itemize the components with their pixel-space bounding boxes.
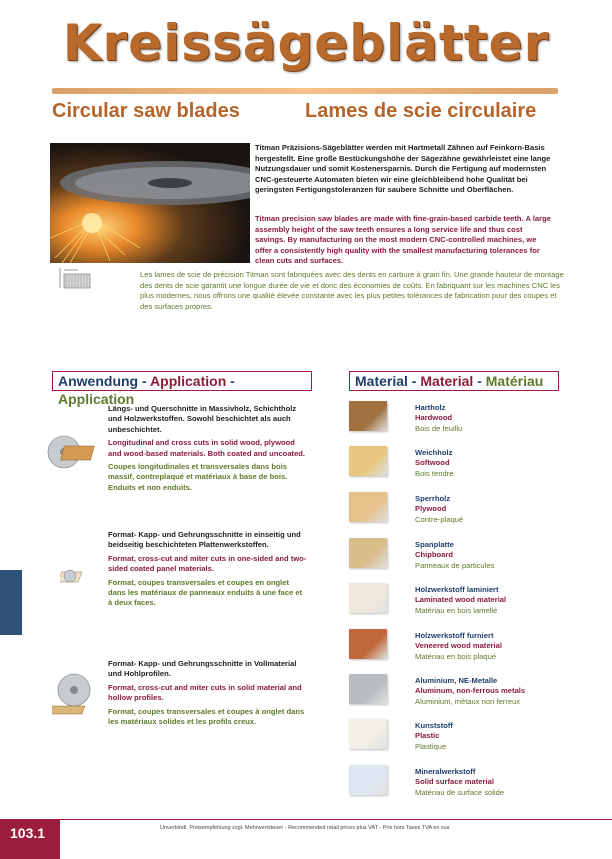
material-2-en: Softwood <box>415 458 450 468</box>
intro-german: Titman Präzisions-Sägeblätter werden mit Hartmetall Zähnen auf Feinkorn-Basis hergestellt. Eine große Bestückungshöhe der Sägezähne gewährleistet eine lange Nutzungsdauer und somit Kostenersparnis. Durch die Fertigung auf modernsten CNC-gesteuerte Automaten bieten wir eine gleichbleibend hohe Qualität bei geringsten Fertigungstoleranzen für saubere Schnitte und Oberflächen. <box>255 143 551 195</box>
intro-english: Titman precision saw blades are made with fine-grain-based carbide teeth. A large assembly height of the saw teeth ensures a long service life and thus cost savings. By manufacturing on the most modern CNC-controlled machines, we offer a consistently high quality with the smallest manufacturing tolerances for clean cuts and surfaces. <box>255 214 551 266</box>
material-heading-en: Material <box>420 373 474 389</box>
material-8-fr: Plastique <box>415 741 447 751</box>
material-solid-surface <box>415 767 504 798</box>
material-1-de: Hartholz <box>415 403 446 412</box>
material-6-fr: Matériau en bois plaqué <box>415 651 497 661</box>
material-4-de: Spanplatte <box>415 540 454 549</box>
material-3-en: Plywood <box>415 504 447 514</box>
material-8-de: Kunststoff <box>415 721 453 730</box>
panel-cut-icon <box>60 566 88 588</box>
material-swatch-solid-surface <box>349 765 387 795</box>
material-9-fr: Matériau de surface solide <box>415 787 505 797</box>
material-3-fr: Contre-plaqué <box>415 514 464 524</box>
material-5-de: Holzwerkstoff laminiert <box>415 585 499 594</box>
solid-wood-cut-icon <box>42 432 100 472</box>
side-tab-marker <box>0 570 22 635</box>
application-1-fr: Coupes longitudinales et transversales dans bois massif, contreplaqué et matériaux à base de bois. Enduits et non enduits. <box>108 462 288 492</box>
material-2-de: Weichholz <box>415 448 453 457</box>
material-swatch-hardwood <box>349 401 387 431</box>
application-2-en: Format, cross-cut and miter cuts in one-sided and two-sided coated panel materials. <box>108 553 307 574</box>
intro-french: Les lames de scie de précision Titman sont fabriquées avec des dents en carbure à grain fin. Une grande hauteur de montage des dents de scie garantit une longue durée de vie et donc des économies de coûts. En fabriquant sur les machines CNC les plus modernes, nous offrons une qualité élevée constante avec les plus petites tolérances de fabrication pour des coupes et des surfaces propres. <box>140 270 564 311</box>
material-swatch-aluminum <box>349 674 387 704</box>
application-block-1 <box>108 404 308 496</box>
application-block-2 <box>108 530 308 612</box>
material-swatch-softwood <box>349 446 387 476</box>
page-title: Kreissägeblätter <box>62 14 550 72</box>
material-swatch-plywood <box>349 492 387 522</box>
material-heading-sep2: - <box>473 373 486 389</box>
application-heading-sep1: - <box>138 373 151 389</box>
profile-cut-icon <box>52 670 102 722</box>
application-3-fr: Format, coupes transversales et coupes à onglet dans les matériaux solides et les profils creux. <box>108 706 305 727</box>
page-number: 103.1 <box>0 819 60 859</box>
title-underline <box>52 88 558 94</box>
material-4-fr: Panneaux de particules <box>415 560 495 570</box>
application-2-de: Format- Kapp- und Gehrungsschnitte in einseitig und beidseitig beschichteten Plattenwerkstoffen. <box>108 530 301 550</box>
application-heading-fr: Application <box>58 391 135 407</box>
footer-price-note: Unverbindl. Preisempfehlung zzgl. Mehrwertsteuer - Recommended retail prices plus VAT - Prix hors Taxes TVA en sus <box>160 825 450 831</box>
material-9-en: Solid surface material <box>415 777 494 787</box>
material-2-fr: Bois tendre <box>415 468 454 478</box>
material-swatch-laminated <box>349 583 387 613</box>
application-3-de: Format- Kapp- und Gehrungsschnitte in Vollmaterial und Hohlprofilen. <box>108 659 297 679</box>
application-heading <box>52 371 312 407</box>
material-veneered <box>415 631 502 662</box>
material-heading-fr: Matériau <box>485 373 544 389</box>
application-heading-de: Anwendung <box>58 373 139 389</box>
material-7-fr: Aluminium, métaux non ferreux <box>415 696 521 706</box>
material-swatch-veneered <box>349 629 387 659</box>
saw-blade-cutting-photo <box>50 143 250 263</box>
material-7-en: Aluminum, non-ferrous metals <box>415 686 526 696</box>
material-3-de: Sperrholz <box>415 494 451 503</box>
application-1-en: Longitudinal and cross cuts in solid wood, plywood and wood-based materials. Both coated and uncoated. <box>108 438 306 458</box>
material-aluminum <box>415 676 525 707</box>
material-hardwood <box>415 403 462 434</box>
application-3-en: Format, cross-cut and miter cuts in solid material and hollow profiles. <box>108 682 302 703</box>
material-5-fr: Matériau en bois lamellé <box>415 605 498 615</box>
application-heading-en: Application <box>150 373 227 389</box>
subtitle-english: Circular saw blades <box>52 100 240 122</box>
application-heading-sep2: - <box>226 373 235 389</box>
footer-divider <box>0 819 612 820</box>
material-8-en: Plastic <box>415 731 440 741</box>
material-swatch-chipboard <box>349 538 387 568</box>
application-1-de: Längs- und Querschnitte in Massivholz, Schichtholz und Holzwerkstoffen. Sowohl beschichtet als auch unbeschichtet. <box>108 404 297 434</box>
material-6-en: Veneered wood material <box>415 641 502 651</box>
material-swatch-plastic <box>349 719 387 749</box>
material-plywood <box>415 494 463 525</box>
application-block-3 <box>108 659 308 730</box>
material-6-de: Holzwerkstoff furniert <box>415 631 494 640</box>
material-softwood <box>415 448 453 479</box>
material-1-fr: Bois de feuillu <box>415 423 463 433</box>
material-heading-sep1: - <box>407 373 421 389</box>
application-2-fr: Format, coupes transversales et coupes en onglet dans les matériaux de panneaux enduits à une face et à deux faces. <box>108 577 303 608</box>
material-heading <box>349 371 559 391</box>
material-4-en: Chipboard <box>415 550 453 560</box>
material-laminated <box>415 585 506 616</box>
material-7-de: Aluminium, NE-Metalle <box>415 676 498 685</box>
material-5-en: Laminated wood material <box>415 595 507 605</box>
subtitle-french: Lames de scie circulaire <box>305 100 537 122</box>
blade-profile-diagram <box>58 266 92 290</box>
material-1-en: Hardwood <box>415 413 453 423</box>
material-heading-de: Material <box>355 373 408 389</box>
material-9-de: Mineralwerkstoff <box>415 767 476 776</box>
material-plastic <box>415 721 453 752</box>
material-chipboard <box>415 540 494 571</box>
